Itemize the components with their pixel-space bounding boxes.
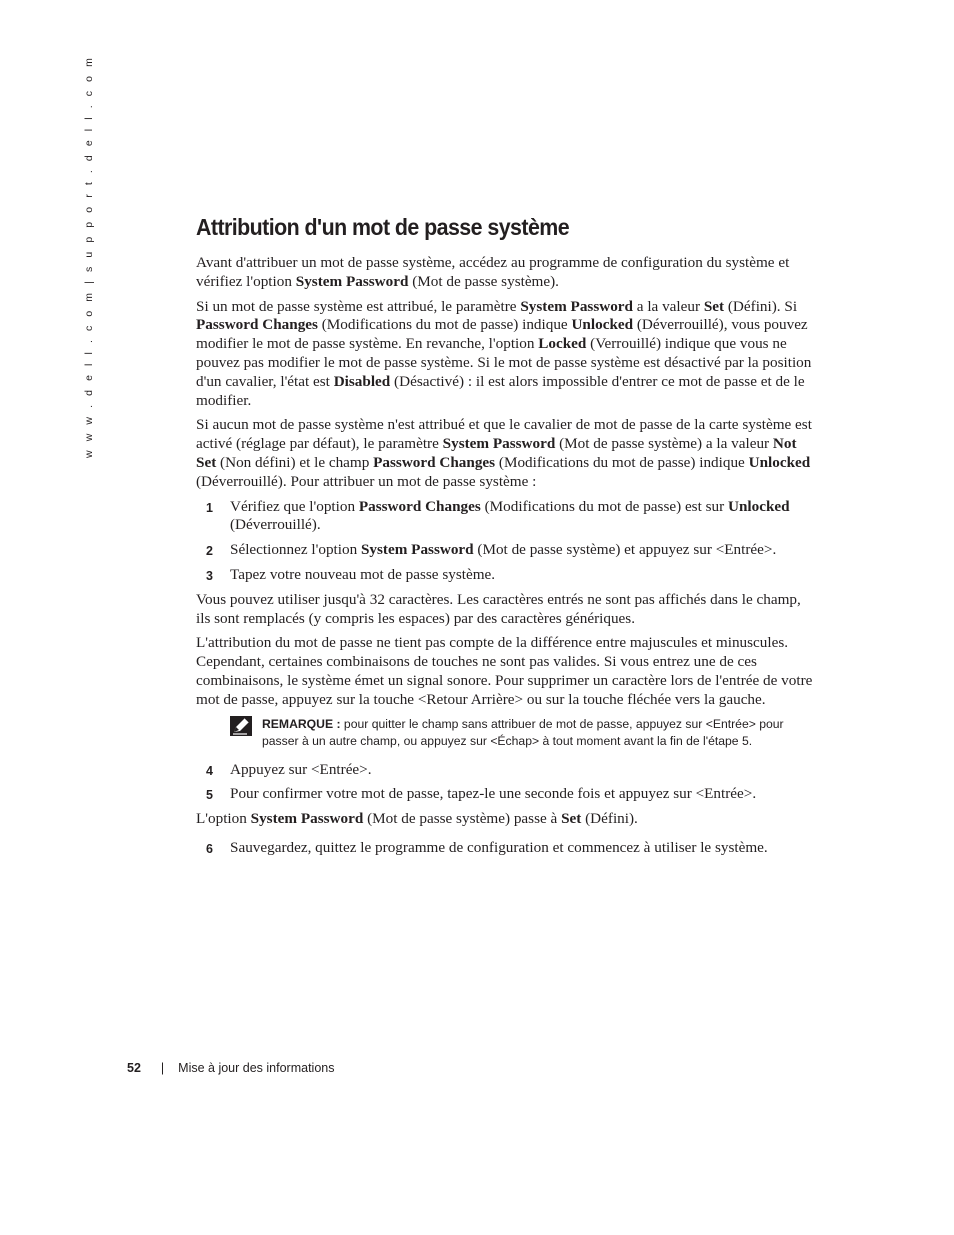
main-content <box>196 254 816 864</box>
note-text: pour quitter le champ sans attribuer de mot de passe, appuyez sur <Entrée> pour passer à un autre champ, ou appuyez sur <Échap> à tout moment avant la fin de l'étape 5. <box>262 716 784 749</box>
step-number: 3 <box>206 568 213 583</box>
step-1: 1 Vérifiez que l'option Password Changes (Modifications du mot de passe) est sur Unlocked (Déverrouillé). <box>206 497 790 534</box>
step-5: 5 Pour confirmer votre mot de passe, tapez-le une seconde fois et appuyez sur <Entrée>. <box>196 785 816 804</box>
page-number: 52 <box>127 1061 141 1075</box>
page-footer <box>127 1061 334 1075</box>
sidebar-url: w w w . d e l l . c o m | s u p p o r t . d e l l . c o m <box>83 55 95 458</box>
step-number: 4 <box>206 763 213 778</box>
step-5-detail: L'option System Password (Mot de passe système) passe à Set (Défini). <box>196 810 638 828</box>
note-label: REMARQUE : <box>262 716 341 731</box>
step-number: 6 <box>206 841 213 856</box>
step-6: 6 Sauvegardez, quittez le programme de configuration et commencez à utiliser le système. <box>196 839 816 858</box>
step-3-detail-case: L'attribution du mot de passe ne tient pas compte de la différence entre majuscules et minuscules. Cependant, certaines combinaisons de touches ne sont pas valides. Si vous entrez une de ces combinaisons, le système émet un signal sonore. Pour supprimer un caractère lors de l'entrée de votre mot de passe, appuyez sur la touche <Retour Arrière> ou sur la touche fléchée vers la gauche. <box>196 634 813 708</box>
step-number: 1 <box>206 500 213 515</box>
footer-section-title: Mise à jour des informations <box>178 1061 335 1075</box>
footer-separator: | <box>160 1061 165 1075</box>
step-3: 3 Tapez votre nouveau mot de passe système. <box>196 566 816 585</box>
step-number: 5 <box>206 788 213 803</box>
step-list-final <box>196 839 816 858</box>
paragraph-intro: Avant d'attribuer un mot de passe système, accédez au programme de configuration du système et vérifiez l'option System Password (Mot de passe système). <box>196 254 790 290</box>
step-2: 2 Sélectionnez l'option System Password (Mot de passe système) et appuyez sur <Entrée>. <box>196 541 816 560</box>
step-number: 2 <box>206 544 213 559</box>
page-title: Attribution d'un mot de passe système <box>196 214 570 240</box>
step-list-continued <box>196 761 816 805</box>
step-list <box>196 498 816 585</box>
step-4: 4 Appuyez sur <Entrée>. <box>196 761 816 780</box>
paragraph-default-state: Si aucun mot de passe système n'est attribué et que le cavalier de mot de passe de la carte système est activé (réglage par défaut), le paramètre System Password (Mot de passe système) a la valeur Not Set (Non défini) et le champ Password Changes (Modifications du mot de passe) indique Unlocked (Déverrouillé). Pour attribuer un mot de passe système : <box>196 416 812 490</box>
step-3-detail-length: Vous pouvez utiliser jusqu'à 32 caractères. Les caractères entrés ne sont pas affichés dans le champ, ils sont remplacés (y compris les espaces) par des caractères génériques. <box>196 590 801 627</box>
paragraph-password-status: Si un mot de passe système est attribué, le paramètre System Password a la valeur Set (Défini). Si Password Changes (Modifications du mot de passe) indique Unlocked (Déverrouillé), vous pouvez modifier le mot de passe système. En revanche, l'option Locked (Verrouillé) indique que vous ne pouvez pas modifier le mot de passe système. Si le mot de passe système est désactivé par la position d'un cavalier, l'état est Disabled (Désactivé) : il est alors impossible d'entrer ce mot de passe et de le modifier. <box>196 297 812 409</box>
pencil-note-icon <box>230 716 252 736</box>
note-box <box>230 716 816 751</box>
